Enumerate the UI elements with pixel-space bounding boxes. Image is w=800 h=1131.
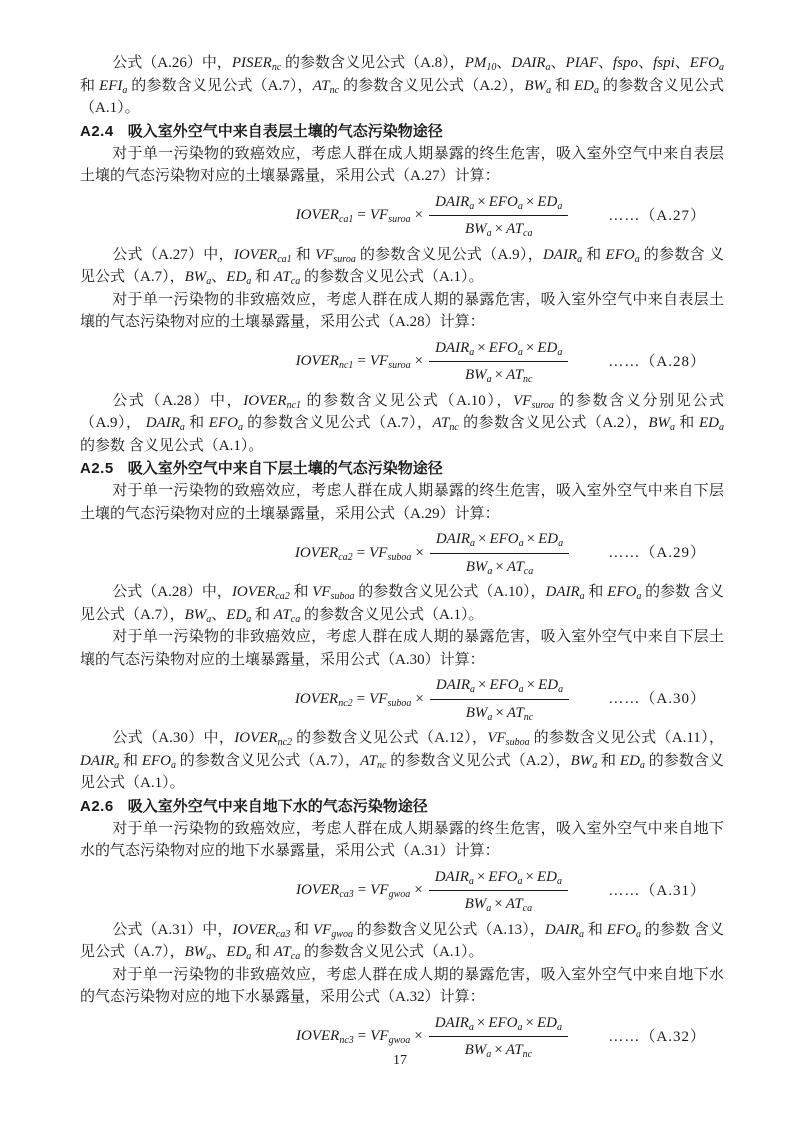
formula-number: ……（A.29） <box>608 544 706 561</box>
math-var: $BW_a$ <box>524 77 552 96</box>
section-title: 吸入室外空气中来自地下水的气态污染物途径 <box>127 797 428 815</box>
math-var: $VF_{suboa}$ <box>312 584 355 602</box>
formula <box>80 674 724 724</box>
math-var: $EFO_a$ <box>605 246 640 265</box>
math-var: $VF_{suroa}$ <box>315 246 356 265</box>
math-var: $AT_{ca}$ <box>273 606 301 625</box>
math-var: $EFO_a$ <box>488 339 523 358</box>
multiply-sign: × <box>477 339 486 356</box>
math-var: $EFO_a$ <box>488 1014 523 1033</box>
math-var: $DAIR_a$ <box>434 1014 474 1033</box>
section-heading <box>80 795 724 818</box>
denominator <box>429 362 568 387</box>
math-var: $VF_{gwoa}$ <box>370 1028 411 1047</box>
numerator <box>429 1012 568 1038</box>
formula-body <box>296 191 569 241</box>
math-var: $ED_a$ <box>226 944 252 962</box>
math-var: $IOVER_{ca3}$ <box>296 882 354 901</box>
math-var: $AT_{nc}$ <box>506 704 534 723</box>
formula-number: ……（A.30） <box>608 690 706 707</box>
multiply-sign: × <box>478 531 487 547</box>
equals-sign: = <box>356 544 366 561</box>
multiply-sign: × <box>494 896 503 912</box>
numerator <box>429 191 568 217</box>
paragraph: 对于单一污染物的致癌效应，考虑人群在成人期暴露的终生危害，吸入室外空气中来自下层土壤的气态污染物对应的土壤暴露量，采用公式（A.29）计算： <box>80 483 724 522</box>
math-var: $PISER_{nc}$ <box>231 55 282 73</box>
math-var: $ED_a$ <box>536 1014 562 1033</box>
math-var: $IOVER_{ca2}$ <box>231 584 290 602</box>
fraction <box>430 674 569 724</box>
math-var: $AT_{ca}$ <box>273 269 301 287</box>
section-title: 吸入室外空气中来自下层土壤的气态污染物途径 <box>127 460 443 477</box>
paragraph: 对于单一污染物的致癌效应，考虑人群在成人期暴露的终生危害，吸入室外空气中来自地下水的气态污染物对应的地下水暴露量，采用公式（A.31）计算： <box>80 820 724 859</box>
multiply-sign: × <box>525 193 535 210</box>
multiply-sign: × <box>494 221 504 237</box>
multiply-sign: × <box>495 704 504 721</box>
math-var: $VF_{suroa}$ <box>369 207 411 226</box>
math-var: $DAIR_a$ <box>434 868 474 887</box>
math-var: $ED_a$ <box>538 531 564 549</box>
math-var: $AT_{nc}$ <box>360 752 387 771</box>
math-var: $BW_a$ <box>464 896 492 914</box>
multiply-sign: × <box>414 207 424 224</box>
formula-number: ……（A.27） <box>608 207 706 224</box>
fraction <box>429 866 568 916</box>
math-var: $IOVER_{nc1}$ <box>295 353 354 372</box>
formula-body <box>295 674 569 724</box>
denominator <box>429 891 568 916</box>
fraction <box>430 528 569 578</box>
math-var: $EFO_a$ <box>141 752 176 771</box>
math-var: $BW_a$ <box>184 606 212 625</box>
formula-body <box>296 337 569 387</box>
paragraph: 公式（A.30）中，$IOVER_{nc2}$ 的参数含义见公式（A.12），$VF_{suboa}$ 的参数含义见公式（A.11），$DAIR_a$ 和 $EFO_a$ 的参数含义见公式（A.7），$AT_{nc}$ 的参数含义见公式（A.2），$BW_a$ 和 $ED_a$ 的参数含义见公式（A.1）。 <box>80 730 724 791</box>
fraction <box>429 337 568 387</box>
fraction <box>429 191 568 241</box>
equals-sign: = <box>357 353 366 370</box>
multiply-sign: × <box>476 1014 486 1031</box>
denominator <box>429 216 568 241</box>
numerator <box>429 866 568 892</box>
math-var: $DAIR_a$ <box>435 339 475 358</box>
formula-number: ……（A.28） <box>608 353 706 370</box>
math-var: $IOVER_{nc3}$ <box>296 1028 354 1047</box>
formula <box>80 191 724 241</box>
paragraph: 公式（A.28）中，$IOVER_{ca2}$ 和 $VF_{suboa}$ 的参数含义见公式（A.10），$DAIR_a$ 和 $EFO_a$ 的参数 含义见公式（A.7），$BW_a$、$ED_a$ 和 $AT_{ca}$ 的参数含义见公式（A.1）。 <box>80 584 724 625</box>
paragraph: 公式（A.27）中，$IOVER_{ca1}$ 和 $VF_{suroa}$ 的参数含义见公式（A.9），$DAIR_a$ 和 $EFO_a$ 的参数含 义见公式（A.7），$BW_a$、$ED_a$ 和 $AT_{ca}$ 的参数含义见公式（A.1）。 <box>80 246 724 287</box>
math-var: $AT_{ca}$ <box>273 944 301 962</box>
math-var: $BW_a$ <box>464 1042 492 1060</box>
multiply-sign: × <box>477 193 486 210</box>
math-var: $BW_a$ <box>648 415 676 433</box>
multiply-sign: × <box>525 868 534 885</box>
formula <box>80 528 724 578</box>
math-var: $EFO_a$ <box>489 531 524 549</box>
math-var: $IOVER_{ca3}$ <box>232 921 291 940</box>
denominator <box>430 554 569 579</box>
math-var: $ED_a$ <box>538 677 564 695</box>
multiply-sign: × <box>415 690 424 707</box>
multiply-sign: × <box>414 882 423 899</box>
multiply-sign: × <box>495 558 504 575</box>
math-var: $EFI_a$ <box>99 77 128 96</box>
math-var: $BW_a$ <box>464 367 492 385</box>
math-var: $IOVER_{nc2}$ <box>294 690 353 709</box>
equals-sign: = <box>357 882 367 899</box>
math-var: $BW_a$ <box>465 558 493 577</box>
multiply-sign: × <box>525 1014 534 1031</box>
math-var: $VF_{gwoa}$ <box>312 921 353 940</box>
numerator <box>430 674 569 700</box>
denominator <box>430 700 569 725</box>
math-var: $ED_a$ <box>536 868 562 887</box>
math-var: $AT_{nc}$ <box>432 415 459 433</box>
formula <box>80 337 724 387</box>
paragraph: 对于单一污染物的非致癌效应，考虑人群在成人期的暴露危害，吸入室外空气中来自表层土壤的气态污染物对应的土壤暴露量，采用公式（A.28）计算： <box>80 291 724 330</box>
math-var: $AT_{ca}$ <box>505 896 533 914</box>
page-number: 17 <box>393 1053 407 1068</box>
math-var: $EFO_a$ <box>488 868 523 887</box>
math-var: $ED_a$ <box>619 752 645 771</box>
formula <box>80 866 724 916</box>
math-var: $BW_a$ <box>184 269 212 287</box>
formula-number: ……（A.31） <box>608 882 706 899</box>
math-var: $EFO_a$ <box>489 677 524 695</box>
multiply-sign: × <box>414 353 424 370</box>
multiply-sign: × <box>526 677 536 693</box>
math-var: $ED_a$ <box>226 606 252 625</box>
multiply-sign: × <box>494 1042 503 1058</box>
math-var: $IOVER_{nc2}$ <box>234 730 293 748</box>
section-number: A2.6 <box>80 797 114 815</box>
paragraph: 公式（A.28）中，$IOVER_{nc1}$ 的参数含义见公式（A.10），$VF_{suroa}$ 的参数含义分别见公式（A.9）， $DAIR_a$ 和 $EFO_a$ 的参数含义见公式（A.7），$AT_{nc}$ 的参数含义见公式（A.2），$BW_a$ 和 $ED_a$ 的参数 含义见公式（A.1）。 <box>80 392 724 454</box>
math-var: $DAIR_a$ <box>542 246 583 265</box>
math-var: $AT_{nc}$ <box>505 1042 533 1060</box>
math-var: $EFO_a$ <box>208 415 243 433</box>
math-var: $VF_{gwoa}$ <box>370 882 411 901</box>
math-var: $IOVER_{ca2}$ <box>294 544 353 563</box>
math-var: $BW_a$ <box>184 944 212 962</box>
math-var: $VF_{suroa}$ <box>513 392 554 411</box>
math-var: $AT_{nc}$ <box>312 77 340 96</box>
math-var: $BW_a$ <box>570 752 598 771</box>
math-var: $IOVER_{ca1}$ <box>295 207 354 226</box>
math-var: PIAF <box>565 55 599 71</box>
document-content <box>80 52 724 1065</box>
math-var: $VF_{suboa}$ <box>487 730 530 748</box>
math-var: $EFO_a$ <box>606 921 641 940</box>
math-var: $EFO_a$ <box>607 584 642 602</box>
multiply-sign: × <box>494 367 504 383</box>
math-var: fspo <box>613 55 639 71</box>
math-var: $IOVER_{ca1}$ <box>233 246 292 265</box>
equals-sign: = <box>357 1028 367 1045</box>
math-var: fspi <box>653 55 675 71</box>
section-number: A2.5 <box>80 460 114 477</box>
math-var: $DAIR_a$ <box>145 415 185 433</box>
math-var: $EFO_a$ <box>488 193 523 212</box>
math-var: $DAIR_a$ <box>435 677 475 695</box>
formula-body <box>295 528 569 578</box>
math-var: $DAIR_a$ <box>511 55 551 73</box>
section-heading <box>80 120 724 143</box>
multiply-sign: × <box>478 677 487 693</box>
paragraph: 公式（A.26）中，$PISER_{nc}$ 的参数含义见公式（A.8），$PM_{10}$、$DAIR_a$、PIAF、fspo、fspi、$EFO_a$ 和 $EFI_a$ 的参数含义见公式（A.7），$AT_{nc}$ 的参数含义见公式（A.2），$BW_a$ 和 $ED_a$ 的参数含义见公式（A.1）。 <box>80 55 724 116</box>
multiply-sign: × <box>525 339 535 356</box>
multiply-sign: × <box>415 544 424 561</box>
section-heading <box>80 457 724 480</box>
math-var: $ED_a$ <box>698 415 724 433</box>
math-var: $ED_a$ <box>537 339 563 358</box>
math-var: $VF_{suboa}$ <box>369 544 412 563</box>
math-var: $EFO_a$ <box>689 55 724 73</box>
math-var: $AT_{ca}$ <box>506 558 534 577</box>
equals-sign: = <box>356 690 366 707</box>
math-var: $ED_a$ <box>226 269 252 287</box>
math-var: $VF_{suroa}$ <box>369 353 411 372</box>
math-var: $DAIR_a$ <box>435 531 475 549</box>
math-var: $ED_a$ <box>574 77 600 96</box>
paragraph: 对于单一污染物的非致癌效应，考虑人群在成人期的暴露危害，吸入室外空气中来自地下水的气态污染物对应的地下水暴露量，采用公式（A.32）计算： <box>80 966 724 1005</box>
paragraph: 对于单一污染物的非致癌效应，考虑人群在成人期的暴露危害，吸入室外空气中来自下层土壤的气态污染物对应的土壤暴露量，采用公式（A.30）计算： <box>80 629 724 668</box>
formula-body <box>296 866 568 916</box>
math-var: $AT_{nc}$ <box>506 367 533 385</box>
formula-number: ……（A.32） <box>608 1028 706 1045</box>
multiply-sign: × <box>526 531 536 547</box>
paragraph: 公式（A.31）中，$IOVER_{ca3}$ 和 $VF_{gwoa}$ 的参数含义见公式（A.13），$DAIR_a$ 和 $EFO_a$ 的参数 含义见公式（A.7），$BW_a$、$ED_a$ 和 $AT_{ca}$ 的参数含义见公式（A.1）。 <box>80 921 724 962</box>
multiply-sign: × <box>414 1028 423 1045</box>
multiply-sign: × <box>476 868 486 885</box>
math-var: $ED_a$ <box>537 193 563 212</box>
section-number: A2.4 <box>80 122 114 140</box>
math-var: $VF_{suboa}$ <box>369 690 412 709</box>
paragraph: 对于单一污染物的致癌效应，考虑人群在成人期暴露的终生危害，吸入室外空气中来自表层土壤的气态污染物对应的土壤暴露量，采用公式（A.27）计算： <box>80 145 724 184</box>
math-var: $DAIR_a$ <box>544 921 585 940</box>
equals-sign: = <box>357 207 366 224</box>
numerator <box>430 528 569 554</box>
math-var: $DAIR_a$ <box>80 752 120 771</box>
math-var: $AT_{ca}$ <box>506 221 533 239</box>
math-var: $DAIR_a$ <box>435 193 475 212</box>
numerator <box>429 337 568 363</box>
math-var: $PM_{10}$ <box>464 55 497 73</box>
math-var: $BW_a$ <box>464 221 492 239</box>
math-var: $IOVER_{nc1}$ <box>243 392 302 411</box>
math-var: $DAIR_a$ <box>545 584 585 602</box>
section-title: 吸入室外空气中来自表层土壤的气态污染物途径 <box>127 122 443 140</box>
math-var: $BW_a$ <box>465 704 493 723</box>
